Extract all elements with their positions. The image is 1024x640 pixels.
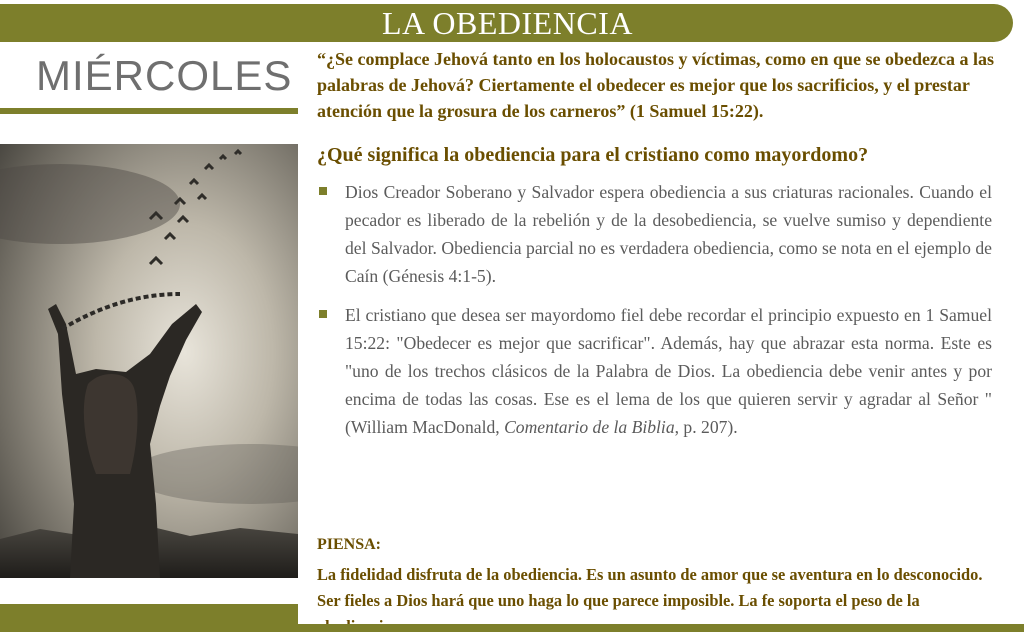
list-item xyxy=(317,301,992,441)
square-bullet-icon xyxy=(319,310,327,318)
day-label: MIÉRCOLES xyxy=(36,52,293,99)
bullet-text: El cristiano que desea ser mayordomo fiel debe recordar el principio expuesto en 1 Samuel 15:22: "Obedecer es mejor que sacrificar". Además, hay que abrazar esta norma. Este es "uno de los trechos clásicos de la Palabra de Dios. La obediencia debe venir antes y por encima de todas las cosas. Ese es el lema de los que quieren servir y agradar al Señor "(William MacDonald, xyxy=(345,305,992,437)
page-title: LA OBEDIENCIA xyxy=(382,5,633,41)
square-bullet-icon xyxy=(319,187,327,195)
piensa-label: PIENSA: xyxy=(317,536,382,553)
section-question: ¿Qué significa la obediencia para el cristiano como mayordomo? xyxy=(317,144,869,166)
bullet-text: Dios Creador Soberano y Salvador espera obediencia a sus criaturas racionales. Cuando el pecador es liberado de la rebelión y de la desobediencia, se vuelve sumiso y dependiente del Salvador. Obediencia parcial no es verdadera obediencia, como se nota en el ejemplo de Caín (Génesis 4:1-5). xyxy=(345,182,992,286)
hero-photo xyxy=(0,144,298,578)
footer-bar-left xyxy=(0,604,298,632)
footer-bar-right xyxy=(298,624,1024,632)
list-item xyxy=(317,178,992,290)
piensa-text: La fidelidad disfruta de la obediencia. Es un asunto de amor que se aventura en lo desconocido. Ser fieles a Dios hará que uno haga lo que parece imposible. La fe soporta el peso de la xyxy=(317,565,983,610)
book-title: Comentario de la Biblia xyxy=(504,417,675,437)
verse-quote: “¿Se complace Jehová tanto en los holocaustos y víctimas, como en que se obedezca a las palabras de Jehová? Ciertamente el obedecer es mejor que los sacrificios, y el prestar atención que la grosura de los carneros” (1 Samuel 15:22). xyxy=(317,49,994,121)
day-divider xyxy=(0,108,298,114)
bullet-text-end: , p. 207). xyxy=(674,417,738,437)
bullet-list xyxy=(317,178,992,452)
